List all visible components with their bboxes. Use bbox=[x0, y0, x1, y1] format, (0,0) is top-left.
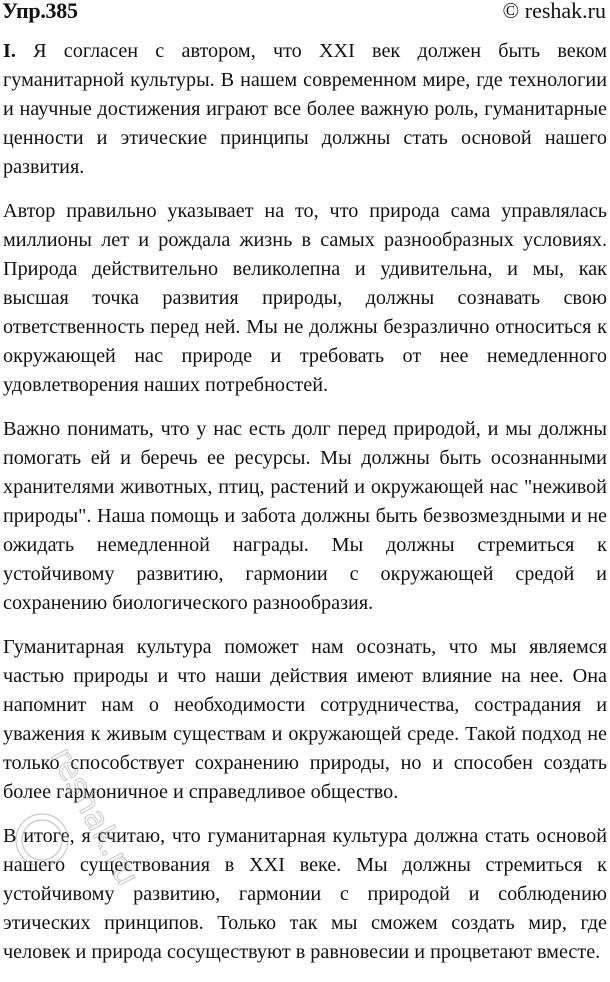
paragraph-3: Важно понимать, что у нас есть долг перед природой, и мы должны помогать ей и беречь ее ресурсы. Мы должны быть осознанными хранителями животных, птиц, растений и окружающей нас "неживой природы". Наша помощь и забота должны быть безвозмездными и не ожидать немедленной награды. Мы должны стремиться к устойчивому развитию, гармонии с окружающей средой и сохранению биологического разнообразия. bbox=[3, 418, 607, 614]
answer-text bbox=[3, 37, 607, 982]
paragraph-1 bbox=[3, 37, 607, 182]
paragraph-5: В итоге, я считаю, что гуманитарная культура должна стать основой нашего существования в XXI веке. Мы должны стремиться к устойчивому развитию, гармонии с природой и соблюдению этических принципов. Только так мы сможем создать мир, где человек и природа сосуществуют в равновесии и процветают вместе. bbox=[3, 825, 607, 963]
paragraph-2: Автор правильно указывает на то, что природа сама управлялась миллионы лет и рождала жизнь в самых разнообразных условиях. Природа действительно великолепна и удивительна, и мы, как высшая точка развития природы, должны сознавать свою ответственность перед ней. Мы не должны безразлично относиться к окружающей нас природе и требовать от нее немедленного удовлетворения наших потребностей. bbox=[3, 200, 607, 396]
paragraph-text: Я согласен с автором, что XXI век должен быть веком гуманитарной культуры. В нашем современном мире, где технологии и научные достижения играют все более важную роль, гуманитарные ценности и этические принципы должны стать основой нашего развития. bbox=[3, 40, 607, 178]
paragraph-4: Гуманитарная культура поможет нам осознать, что мы являемся частью природы и что наши действия имеют влияние на нее. Она напомнит нам о необходимости сотрудничества, сострадания и уважения к живым существам и окружающей среде. Такой подход не только способствует сохранению природы, но и способен создать более гармоничное и справедливое общество. bbox=[3, 636, 607, 803]
svg-text:reshak.ru: reshak.ru bbox=[42, 740, 148, 885]
page-header bbox=[2, 0, 606, 28]
copyright-label: © reshak.ru bbox=[502, 0, 606, 23]
exercise-title: Упр.385 bbox=[2, 0, 78, 23]
section-number: I. bbox=[3, 40, 16, 62]
